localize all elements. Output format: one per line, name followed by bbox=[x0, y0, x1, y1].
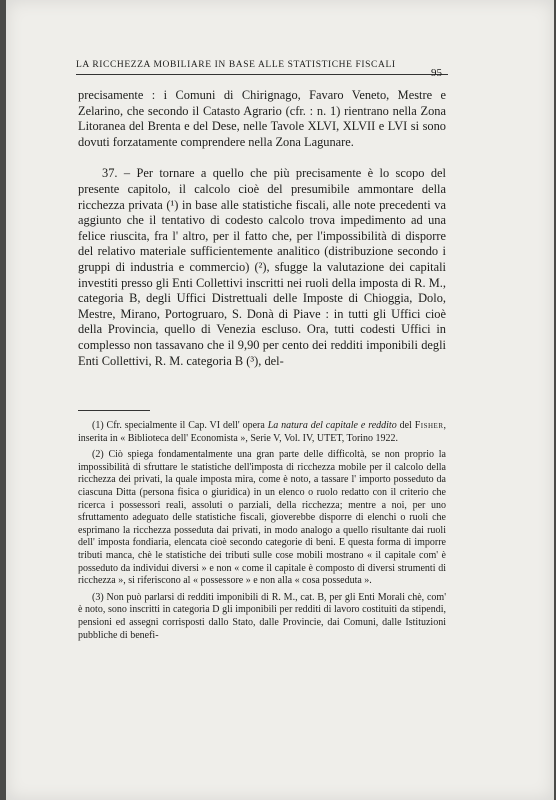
footnote-2: (2) Ciò spiega fondamentalmente una gran parte delle difficoltà, se non proprio la impossibilità di sfruttare le statistiche dell'imposta di ricchezza mobile per il calcolo della ricchezza dei privati, la quale imposta mira, come è noto, a tassare l' importo posseduto da ciascuna Ditta (persona fisica o giuridica) in un elenco o ruolo redatto con il criterio che ricerca i possessori reali, assoluti o parziali, della ricchezza; mentre a noi, per uno sfruttamento adeguato delle statistiche fiscali, gioverebbe disporre di elenchi o ruoli che esprimano la ricchezza posseduta dai privati, in modo analogo a quello risultante dai ruoli dell' imposta fondiaria, elencata cioè secondo categorie di beni. E questa forma di imporre tributi manca, chè le statistiche dei tributi sulle cose mobili mostrano « il capitale com' è posseduto da individui diversi » e non « come il capitale è composto di diversi strumenti di ricchezza », si riferiscono al « possessore » e non alla « cosa posseduta ». bbox=[78, 449, 446, 587]
page-number: 95 bbox=[431, 67, 442, 79]
book-page bbox=[6, 0, 554, 800]
footnote-1-author: Fisher bbox=[414, 420, 444, 431]
footnote-1-title: La natura del capitale e reddito bbox=[267, 420, 397, 431]
footnote-1-suffix: , inserita in « Biblioteca dell' Economista », Serie V, Vol. IV, UTET, Torino 1922. bbox=[78, 420, 446, 444]
footnote-divider bbox=[78, 410, 150, 411]
footnote-1-mid: del bbox=[396, 420, 415, 431]
main-text bbox=[78, 88, 446, 369]
footnote-1-prefix: (1) Cfr. specialmente il Cap. VI dell' opera bbox=[92, 420, 268, 431]
running-head: LA RICCHEZZA MOBILIARE IN BASE ALLE STATISTICHE FISCALI bbox=[76, 60, 448, 75]
paragraph-continuation: precisamente : i Comuni di Chirignago, Favaro Veneto, Mestre e Zelarino, che secondo il Catasto Agrario (cfr. : n. 1) rientrano nella Zona Litoranea del Brenta e del Dese, nelle Tavole XLVI, XLVII e LVI si sono dovuti forzatamente comprendere nella Zona Lagunare. bbox=[78, 88, 446, 149]
footnote-1 bbox=[78, 420, 446, 445]
footnote-3: (3) Non può parlarsi di redditi imponibili di R. M., cat. B, per gli Enti Morali chè, com' è noto, sono inscritti in categoria D gli imponibili per redditi di lavoro costituiti da stipendi, pensioni ed assegni corrisposti dallo Stato, dalle Provincie, dai Comuni, dalle Istituzioni pubbliche di benefi- bbox=[78, 591, 446, 641]
footnotes bbox=[78, 420, 446, 646]
paragraph-section-37: 37. – Per tornare a quello che più precisamente è lo scopo del presente capitolo, il calcolo cioè del presumibile ammontare della ricchezza privata (¹) in base alle statistiche fiscali, alle note precedenti va aggiunto che il tentativo di codesto calcolo trova impedimento ad una felice riuscita, fra l' altro, per il fatto che, per l'impossibilità di disporre del relativo materiale sufficientemente analitico (distribuzione secondo i gruppi di industria e commercio) (²), sfugge la valutazione dei capitali investiti presso gli Enti Collettivi inscritti nei ruoli della imposta di R. M., categoria B, degli Uffici Distrettuali delle Imposte di Chioggia, Dolo, Mestre, Mirano, Portogruaro, S. Donà di Piave : in tutti gli Uffici cioè della Provincia, quello di Venezia escluso. Ora, tutti codesti Uffici in complesso non tassavano che il 9,90 per cento dei redditi imponibili degli Enti Collettivi, R. M. categoria B (³), del- bbox=[78, 166, 446, 368]
